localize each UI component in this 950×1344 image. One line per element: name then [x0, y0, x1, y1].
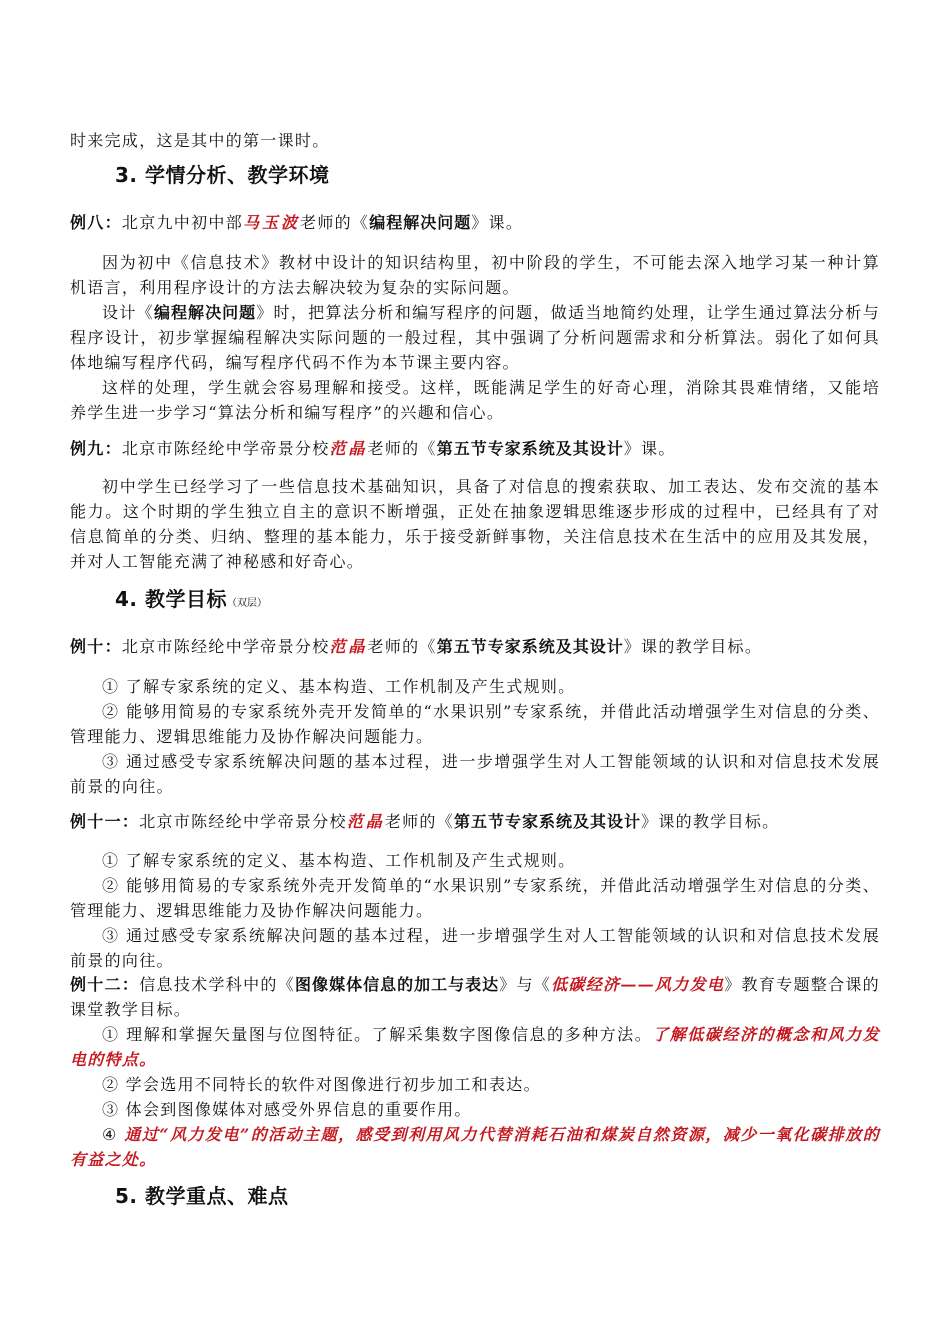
example-8-paragraph-3: 这样的处理，学生就会容易理解和接受。这样，既能满足学生的好奇心理，消除其畏难情绪，又能培养学生进一步学习“算法分析和编写程序”的兴趣和信心。 [70, 378, 880, 422]
example-12-item-4-red: 通过“风力发电”的活动主题，感受到利用风力代替消耗石油和煤炭自然资源，减少一氧化碳排放的有益之处。 [70, 1125, 881, 1169]
example-8-school: 北京九中初中部 [121, 213, 244, 232]
intro-tail-text: 时来完成，这是其中的第一课时。 [70, 131, 330, 150]
example-8-p2-post: 》时，把算法分析和编写程序的问题，做适当地简约处理，让学生通过算法分析与程序设计，初步掌握编程解决实际问题的一般过程，其中强调了分析问题需求和分析算法。弱化了如何具体地编写程序代码，编写程序代码不作为本节课主要内容。 [70, 303, 880, 372]
example-8-paragraph-2 [70, 300, 880, 375]
example-11-item-1: ① 了解专家系统的定义、基本构造、工作机制及产生式规则。 [102, 851, 576, 870]
example-12-item-4 [70, 1122, 880, 1172]
section-5-heading: 5. 教学重点、难点 [115, 1184, 289, 1208]
example-12-item-1 [70, 1022, 880, 1072]
example-8-heading [70, 210, 890, 236]
example-10-item-1: ① 了解专家系统的定义、基本构造、工作机制及产生式规则。 [102, 677, 576, 696]
example-10-item-2: ② 能够用简易的专家系统外壳开发简单的“水果识别”专家系统，并借此活动增强学生对信息的分类、管理能力、逻辑思维能力及协作解决问题能力。 [70, 702, 880, 746]
example-9-post: 》课。 [623, 439, 676, 458]
example-12-item-1-text: ① 理解和掌握矢量图与位图特征。了解采集数字图像信息的多种方法。 [102, 1025, 653, 1044]
example-12-mid: 》与《 [499, 975, 552, 994]
example-12-label: 例十二： [70, 975, 140, 994]
example-8-post: 》课。 [471, 213, 524, 232]
example-8-course: 编程解决问题 [369, 213, 472, 232]
example-10-course: 第五节专家系统及其设计 [436, 637, 624, 656]
example-11-school: 北京市陈经纶中学帝景分校 [139, 812, 347, 831]
section-4-heading [115, 585, 267, 618]
example-9-school: 北京市陈经纶中学帝景分校 [121, 439, 330, 458]
example-11-course: 第五节专家系统及其设计 [454, 812, 642, 831]
example-8-teacher: 马玉波 [243, 213, 301, 232]
example-10-label: 例十： [70, 637, 122, 656]
example-12-heading [70, 972, 880, 1022]
example-12-course: 图像媒体信息的加工与表达 [295, 975, 500, 994]
example-12-pre: 信息技术学科中的《 [139, 975, 296, 994]
example-11-mid: 老师的《 [384, 812, 455, 831]
example-12-item-1-red: 了解低碳经济的概念和风力发电的特点。 [70, 1025, 881, 1069]
example-11-post: 》课的教学目标。 [641, 812, 780, 831]
example-11-label: 例十一： [70, 812, 140, 831]
example-10-mid: 老师的《 [367, 637, 437, 656]
example-10-heading [70, 634, 890, 660]
section-4-note: （双层） [226, 598, 267, 609]
example-8-label: 例八： [70, 213, 122, 232]
example-9-heading [70, 436, 890, 462]
example-9-teacher: 范晶 [329, 439, 368, 458]
example-12-item-2: ② 学会选用不同特长的软件对图像进行初步加工和表达。 [102, 1075, 541, 1094]
example-11-heading [70, 809, 890, 835]
example-11-teacher: 范晶 [346, 812, 385, 831]
example-9-course: 第五节专家系统及其设计 [436, 439, 624, 458]
example-9-mid: 老师的《 [367, 439, 437, 458]
example-12-topic: 低碳经济——风力发电 [551, 975, 725, 994]
example-8-mid: 老师的《 [300, 213, 370, 232]
example-11-item-2: ② 能够用简易的专家系统外壳开发简单的“水果识别”专家系统，并借此活动增强学生对信息的分类、管理能力、逻辑思维能力及协作解决问题能力。 [70, 876, 880, 920]
section-4-title: 4. 教学目标 [115, 587, 227, 611]
example-9-paragraph-1: 初中学生已经学习了一些信息技术基础知识，具备了对信息的搜索获取、加工表达、发布交流的基本能力。这个时期的学生独立自主的意识不断增强，正处在抽象逻辑思维逐步形成的过程中，已经具有了对信息简单的分类、归纳、整理的基本能力，乐于接受新鲜事物，关注信息技术在生活中的应用及其发展，并对人工智能充满了神秘感和好奇心。 [70, 477, 880, 571]
example-12-item-4-num: ④ [102, 1125, 125, 1144]
example-12-post: 》教育专题整合课的课堂教学目标。 [70, 975, 880, 1019]
example-8-p2-pre: 设计《 [102, 303, 154, 322]
example-9-label: 例九： [70, 439, 122, 458]
example-8-p2-course: 编程解决问题 [154, 303, 257, 322]
example-12-item-3: ③ 体会到图像媒体对感受外界信息的重要作用。 [102, 1100, 472, 1119]
example-10-school: 北京市陈经纶中学帝景分校 [121, 637, 330, 656]
example-10-item-3: ③ 通过感受专家系统解决问题的基本过程，进一步增强学生对人工智能领域的认识和对信息技术发展前景的向往。 [70, 752, 880, 796]
example-10-post: 》课的教学目标。 [623, 637, 763, 656]
example-10-teacher: 范晶 [329, 637, 368, 656]
section-3-heading: 3. 学情分析、教学环境 [115, 163, 330, 187]
example-8-paragraph-1: 因为初中《信息技术》教材中设计的知识结构里，初中阶段的学生，不可能去深入地学习某一种计算机语言，利用程序设计的方法去解决较为复杂的实际问题。 [70, 253, 880, 297]
example-11-item-3: ③ 通过感受专家系统解决问题的基本过程，进一步增强学生对人工智能领域的认识和对信息技术发展前景的向往。 [70, 926, 880, 970]
